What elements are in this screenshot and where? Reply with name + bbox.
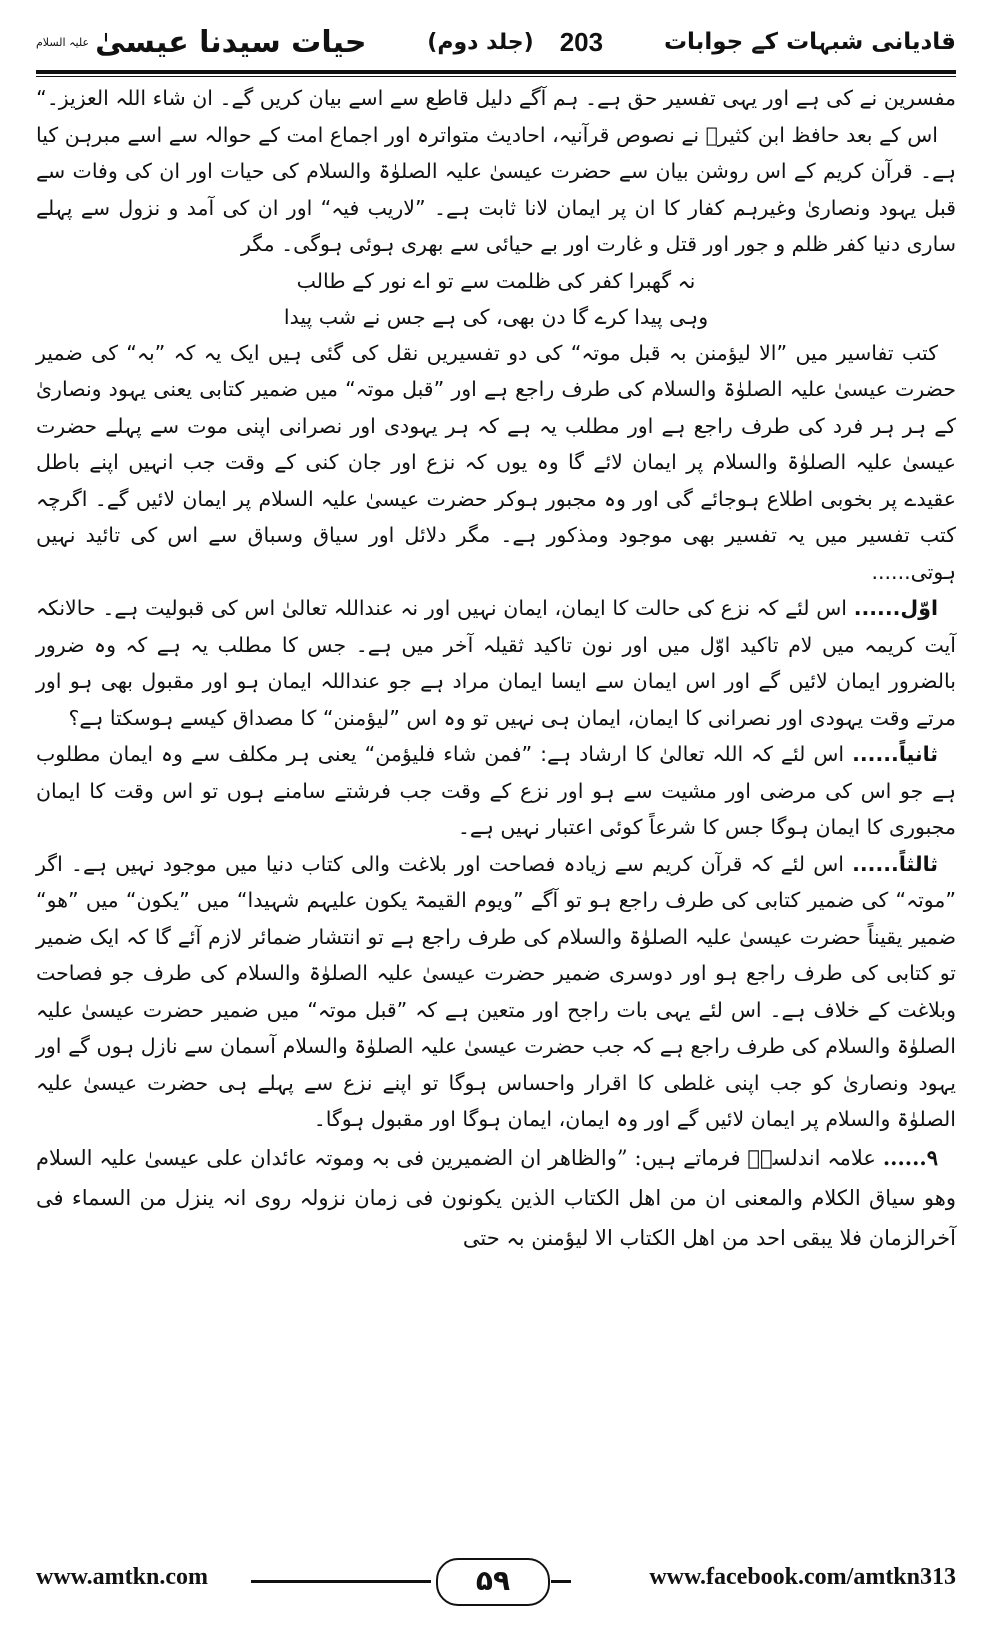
point-marker: ۹...... (882, 1144, 938, 1170)
paragraph: کتب تفاسیر میں ”الا لیؤمنن بہ قبل موتہ“ کی دو تفسیریں نقل کی گئی ہیں ایک یہ کہ ”بہ“ کی ضمیر حضرت عیسیٰ علیہ الصلوٰۃ والسلام کی طرف راجع ہے اور ”قبل موتہ“ میں ضمیر کتابی یعنی یہود ونصاریٰ کے ہر ہر فرد کی طرف راجع ہے اور مطلب یہ ہے کہ ہر یہودی اور نصرانی اپنی موت سے پہلے حضرت عیسیٰ علیہ الصلوٰۃ والسلام پر ایمان لائے گا وہ یوں کہ نزع اور جان کنی کے وقت جب انہیں اپنے باطل عقیدے پر بخوبی اطلاع ہوجائے گی اور وہ مجبور ہوکر حضرت عیسیٰ علیہ السلام پر ایمان لائیں گے۔ اگرچہ کتب تفسیر میں یہ تفسیر بھی موجود ومذکور ہے۔ مگر دلائل اور سیاق وسباق سے اس کی تائید نہیں ہوتی...... (36, 340, 956, 584)
footer-rule-left (251, 1580, 431, 1583)
paragraph: مفسرین نے کی ہے اور یہی تفسیر حق ہے۔ ہم آگے دلیل قاطع سے اسے بیان کریں گے۔ ان شاء اللہ العزیز۔“ (36, 86, 956, 110)
book-title-group (36, 25, 366, 60)
paragraph (36, 1138, 956, 1258)
book-title: حیات سیدنا عیسیٰ (95, 24, 367, 60)
header-rule-thin (36, 76, 956, 77)
facebook-link[interactable]: www.facebook.com/amtkn313 (649, 1564, 956, 1590)
point-marker: ثالثاً...... (852, 851, 938, 876)
book-page (36, 0, 956, 1650)
page-body (36, 80, 956, 1258)
paragraph-text: اس لئے کہ اللہ تعالیٰ کا ارشاد ہے: ”فمن شاء فلیؤمن“ یعنی ہر مکلف سے وہ ایمان مطلوب ہے جو اس کی مرضی اور مشیت سے ہو اور نزع کے وقت جب فرشتے سامنے ہوں تو اس وقت کا ایمان مجبوری کا ایمان ہوگا جس کا شرعاً کوئی اعتبار نہیں ہے۔ (36, 742, 956, 839)
website-link[interactable]: www.amtkn.com (36, 1564, 208, 1590)
arabic-quote: ”والظاھر ان الضمیرین فی بہ وموتہ عائدان علی عیسیٰ علیہ السلام وھو سیاق الکلام والمعنی ان من اھل الکتاب الذین یکونون فی زمان نزولہ روی انہ ینزل من السماء فی آخرالزمان فلا یبقی احد من اھل الکتاب الا لیؤمنن بہ حتی (36, 1145, 956, 1250)
page-footer (36, 1560, 956, 1604)
footer-rule-right (551, 1580, 571, 1583)
paragraph (36, 736, 956, 846)
paragraph (36, 590, 956, 736)
honorific: علیہ السلام (36, 35, 90, 49)
paragraph-text: اس لئے کہ نزع کی حالت کا ایمان، ایمان نہیں اور نہ عنداللہ تعالیٰ اس کی قبولیت ہے۔ حالانکہ آیت کریمہ میں لام تاکید اوّل میں اور نون تاکید ثقیلہ آخر میں ہے۔ جس کا مطلب یہ ہے کہ وہ ضرور بالضرور ایمان لائیں گے اور اس ایمان سے ایسا ایمان مراد ہے جو عنداللہ ایمان ہو اور مقبول بھی ہو اور مرتے وقت یہودی اور نصرانی کا ایمان، ایمان ہی نہیں تو وہ اس ”لیؤمنن“ کا مصداق کیسے ہوسکتا ہے؟ (36, 596, 956, 730)
point-marker: اوّل...... (853, 596, 938, 620)
poem-line: نہ گھبرا کفر کی ظلمت سے تو اے نور کے طالب (296, 268, 696, 293)
poem-line: وہی پیدا کرے گا دن بھی، کی ہے جس نے شب پیدا (283, 304, 709, 329)
paragraph (36, 846, 956, 1138)
page-badge: ۵۹ (436, 1558, 550, 1606)
header-rule (36, 70, 956, 74)
page-header (36, 18, 956, 66)
paragraph-text: اس لئے کہ قرآن کریم سے زیادہ فصاحت اور بلاغت والی کتاب دنیا میں موجود نہیں ہے۔ اگر ”موتہ“ کی ضمیر کتابی کی طرف راجع ہو تو آگے ”ویوم القیمۃ یکون علیہم شہیدا“ میں ”یکون“ میں ”ھو“ ضمیر یقیناً حضرت عیسیٰ علیہ الصلوٰۃ والسلام کی طرف راجع ہے تو انتشار ضمائر لازم آئے گا کہ ایک ضمیر تو کتابی کی طرف راجع ہو اور دوسری ضمیر حضرت عیسیٰ علیہ الصلوٰۃ والسلام کی طرف جو فصاحت وبلاغت کے خلاف ہے۔ اس لئے یہی بات راجح اور متعین ہے کہ ”قبل موتہ“ میں ضمیر حضرت عیسیٰ علیہ الصلوٰۃ والسلام کی طرف راجع ہے کہ جب حضرت عیسیٰ علیہ الصلوٰۃ والسلام آسمان سے نازل ہوں گے اور یہود ونصاریٰ کو جب اپنی غلطی کا اقرار واحساس ہوگا تو اپنے نزع سے پہلے ہی حضرت عیسیٰ علیہ الصلوٰۃ والسلام پر ایمان لائیں گے اور وہ ایمان، ایمان ہوگا اور مقبول ہوگا۔ (36, 851, 956, 1131)
paragraph-text: علامہ اندلسیؒ فرماتے ہیں: (634, 1145, 876, 1170)
paragraph: اس کے بعد حافظ ابن کثیرؒ نے نصوص قرآنیہ، احادیث متواترہ اور اجماع امت کے حوالہ سے اسے مبرہن کیا ہے۔ قرآن کریم کے اس روشن بیان سے حضرت عیسیٰ علیہ الصلوٰۃ والسلام کی حیات اور ان کی وفات سے قبل یہود ونصاریٰ وغیرہم کفار کا ان پر ایمان لانا ثابت ہے۔ ”لاریب فیہ“ اور ان کی آمد و نزول سے پہلے ساری دنیا کفر ظلم و جور اور قتل و غارت اور بے حیائی سے بھری ہوئی ہوگی۔ مگر (36, 122, 956, 256)
header-center (427, 27, 603, 58)
series-title: قادیانی شبہات کے جوابات (663, 29, 956, 55)
page-number: 203 (559, 26, 604, 57)
point-marker: ثانیاً...... (852, 742, 938, 766)
volume-label: (جلد دوم) (427, 29, 534, 55)
